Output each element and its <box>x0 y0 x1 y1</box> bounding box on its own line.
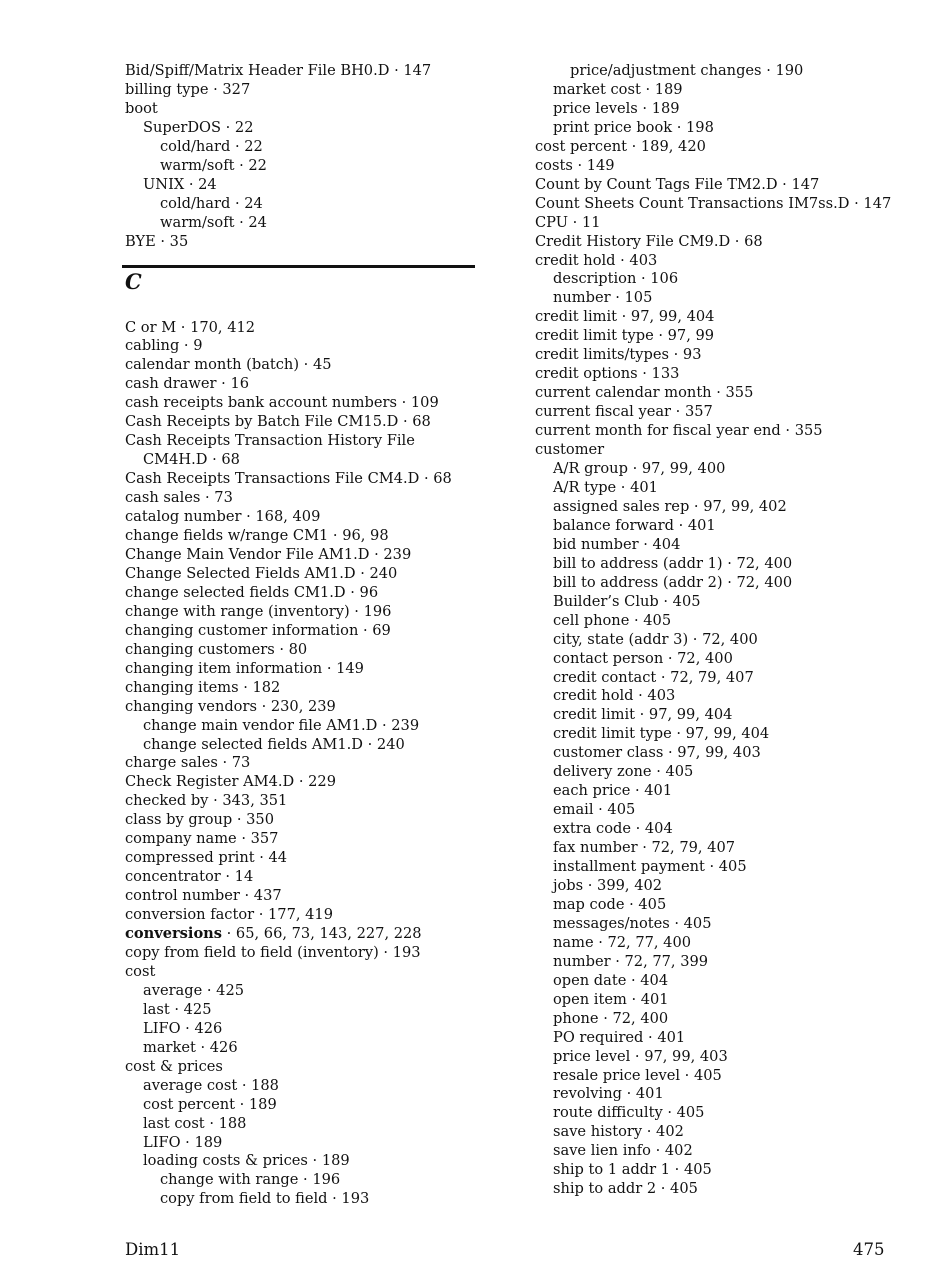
index-entry: credit hold · 403 <box>535 251 658 269</box>
index-entry: credit limit · 97, 99, 404 <box>535 308 715 326</box>
index-entry: Bid/Spiff/Matrix Header File BH0.D · 147 <box>125 62 432 79</box>
index-entry: changing vendors · 230, 239 <box>125 697 336 715</box>
index-entry: installment payment · 405 <box>553 858 747 876</box>
index-entry: PO required · 401 <box>553 1028 686 1046</box>
index-entry: Count by Count Tags File TM2.D · 147 <box>535 175 820 193</box>
index-entry: balance forward · 401 <box>553 516 716 534</box>
index-entry: A/R type · 401 <box>553 478 658 496</box>
index-entry: changing customers · 80 <box>125 640 308 658</box>
index-entry: cabling · 9 <box>125 337 203 355</box>
index-group-c-continued <box>535 62 915 1199</box>
index-entry: print price book · 198 <box>553 118 714 136</box>
index-entry: credit limits/types · 93 <box>535 346 702 364</box>
index-entry: boot <box>125 99 158 117</box>
index-entry: name · 72, 77, 400 <box>553 933 692 951</box>
index-entry: average cost · 188 <box>143 1076 279 1094</box>
index-entry: company name · 357 <box>125 830 279 848</box>
index-entry: change fields w/range CM1 · 96, 98 <box>125 527 389 545</box>
index-entry: Cash Receipts Transactions File CM4.D · 68 <box>125 470 452 488</box>
index-entry: class by group · 350 <box>125 811 275 829</box>
index-entry: change main vendor file AM1.D · 239 <box>143 716 420 734</box>
index-entry: changing customer information · 69 <box>125 621 391 639</box>
index-entry: LIFO · 426 <box>143 1019 223 1037</box>
index-entry: Credit History File CM9.D · 68 <box>535 232 763 250</box>
index-entry: Builder’s Club · 405 <box>553 592 701 610</box>
index-entry: loading costs & prices · 189 <box>143 1152 350 1170</box>
section-divider <box>122 265 475 268</box>
index-entry: current calendar month · 355 <box>535 384 754 402</box>
index-term-bold: conversions <box>125 925 223 943</box>
index-entry: changing items · 182 <box>125 678 281 696</box>
index-entry: description · 106 <box>553 270 679 288</box>
index-entry: change selected fields AM1.D · 240 <box>143 735 405 753</box>
index-entry: current month for fiscal year end · 355 <box>535 422 823 440</box>
index-entry: copy from field to field · 193 <box>160 1190 370 1208</box>
index-entry: price/adjustment changes · 190 <box>570 62 804 79</box>
index-entry: email · 405 <box>553 801 636 819</box>
index-entry: each price · 401 <box>553 782 673 800</box>
index-entry: price level · 97, 99, 403 <box>553 1047 728 1065</box>
index-entry: delivery zone · 405 <box>553 763 694 781</box>
index-entry: messages/notes · 405 <box>553 914 712 932</box>
index-entry: concentrator · 14 <box>125 868 254 886</box>
index-entry: changing item information · 149 <box>125 659 364 677</box>
index-entry: Cash Receipts Transaction History File CM4H.D · 68 <box>125 432 415 469</box>
index-entry: warm/soft · 22 <box>160 156 267 174</box>
index-entry: billing type · 327 <box>125 80 251 98</box>
index-entry: cost & prices <box>125 1057 223 1075</box>
index-entry: bill to address (addr 2) · 72, 400 <box>553 573 793 591</box>
index-entry: last · 425 <box>143 1000 212 1018</box>
index-entry: calendar month (batch) · 45 <box>125 356 332 374</box>
index-entry: Count Sheets Count Transactions IM7ss.D · 147 <box>535 194 892 212</box>
index-entry: credit limit type · 97, 99 <box>535 327 715 345</box>
index-entry: cold/hard · 22 <box>160 137 263 155</box>
index-entry: credit contact · 72, 79, 407 <box>553 668 754 686</box>
index-entry: credit hold · 403 <box>553 687 676 705</box>
index-entry: current fiscal year · 357 <box>535 403 713 421</box>
index-entry: A/R group · 97, 99, 400 <box>553 460 726 478</box>
index-entry: jobs · 399, 402 <box>553 876 663 894</box>
index-entry: assigned sales rep · 97, 99, 402 <box>553 497 787 515</box>
index-entry: change selected fields CM1.D · 96 <box>125 583 379 601</box>
index-group-b-continued <box>125 62 475 252</box>
index-entry: resale price level · 405 <box>553 1066 722 1084</box>
index-column-right <box>535 62 915 1199</box>
index-entry: city, state (addr 3) · 72, 400 <box>553 630 758 648</box>
footer-doc-title: Dim11 <box>125 1240 181 1259</box>
index-entry: UNIX · 24 <box>143 175 217 193</box>
index-entry: cold/hard · 24 <box>160 194 263 212</box>
index-entry: cell phone · 405 <box>553 611 672 629</box>
index-entry: SuperDOS · 22 <box>143 118 254 136</box>
index-entry: credit limit · 97, 99, 404 <box>553 706 733 724</box>
index-column-left <box>125 62 475 1209</box>
index-entry: conversion factor · 177, 419 <box>125 906 334 924</box>
index-entry: compressed print · 44 <box>125 849 288 867</box>
index-entry: extra code · 404 <box>553 820 673 838</box>
index-entry: BYE · 35 <box>125 232 189 250</box>
index-entry: contact person · 72, 400 <box>553 649 733 667</box>
index-entry: market cost · 189 <box>553 80 683 98</box>
index-entry: change with range · 196 <box>160 1171 341 1189</box>
index-entry: credit options · 133 <box>535 365 680 383</box>
index-entry <box>125 925 475 944</box>
index-entry: costs · 149 <box>535 156 615 174</box>
index-entry: checked by · 343, 351 <box>125 792 288 810</box>
index-entry: Change Selected Fields AM1.D · 240 <box>125 564 398 582</box>
index-entry: Cash Receipts by Batch File CM15.D · 68 <box>125 413 431 431</box>
index-entry: number · 105 <box>553 289 653 307</box>
index-entry: cost <box>125 962 156 980</box>
index-pages: · 65, 66, 73, 143, 227, 228 <box>222 925 422 943</box>
index-entry: average · 425 <box>143 981 245 999</box>
index-entry: ship to addr 2 · 405 <box>553 1180 698 1198</box>
index-entry: catalog number · 168, 409 <box>125 508 321 526</box>
index-entry: Check Register AM4.D · 229 <box>125 773 336 791</box>
index-entry: save lien info · 402 <box>553 1142 693 1160</box>
footer-page-number: 475 <box>853 1240 885 1259</box>
index-entry: open date · 404 <box>553 971 669 989</box>
index-entry: C or M · 170, 412 <box>125 318 256 336</box>
index-entry: save history · 402 <box>553 1123 684 1141</box>
index-entry: bill to address (addr 1) · 72, 400 <box>553 554 793 572</box>
index-entry: control number · 437 <box>125 887 282 905</box>
index-entry: credit limit type · 97, 99, 404 <box>553 725 770 743</box>
index-entry: change with range (inventory) · 196 <box>125 602 392 620</box>
index-entry: map code · 405 <box>553 895 667 913</box>
index-entry: price levels · 189 <box>553 99 680 117</box>
section-letter: C <box>125 268 142 294</box>
index-entry: cash sales · 73 <box>125 489 233 507</box>
index-entry: LIFO · 189 <box>143 1133 223 1151</box>
index-entry: open item · 401 <box>553 990 669 1008</box>
index-entry: CPU · 11 <box>535 213 601 231</box>
index-entry: cost percent · 189 <box>143 1095 277 1113</box>
index-entry: number · 72, 77, 399 <box>553 952 709 970</box>
index-entry: charge sales · 73 <box>125 754 251 772</box>
index-entry: phone · 72, 400 <box>553 1009 669 1027</box>
index-entry: fax number · 72, 79, 407 <box>553 839 736 857</box>
index-entry: cash drawer · 16 <box>125 375 250 393</box>
index-entry: market · 426 <box>143 1038 238 1056</box>
index-entry: cost percent · 189, 420 <box>535 137 706 155</box>
index-entry: revolving · 401 <box>553 1085 664 1103</box>
index-entry: customer class · 97, 99, 403 <box>553 744 761 762</box>
index-entry: bid number · 404 <box>553 535 681 553</box>
index-entry: route difficulty · 405 <box>553 1104 705 1122</box>
index-entry: copy from field to field (inventory) · 193 <box>125 943 421 961</box>
index-entry: ship to 1 addr 1 · 405 <box>553 1161 712 1179</box>
index-entry: last cost · 188 <box>143 1114 247 1132</box>
index-entry: Change Main Vendor File AM1.D · 239 <box>125 545 412 563</box>
index-group-c <box>125 319 475 1210</box>
index-entry: customer <box>535 441 605 459</box>
index-entry: warm/soft · 24 <box>160 213 267 231</box>
index-entry: cash receipts bank account numbers · 109 <box>125 394 439 412</box>
